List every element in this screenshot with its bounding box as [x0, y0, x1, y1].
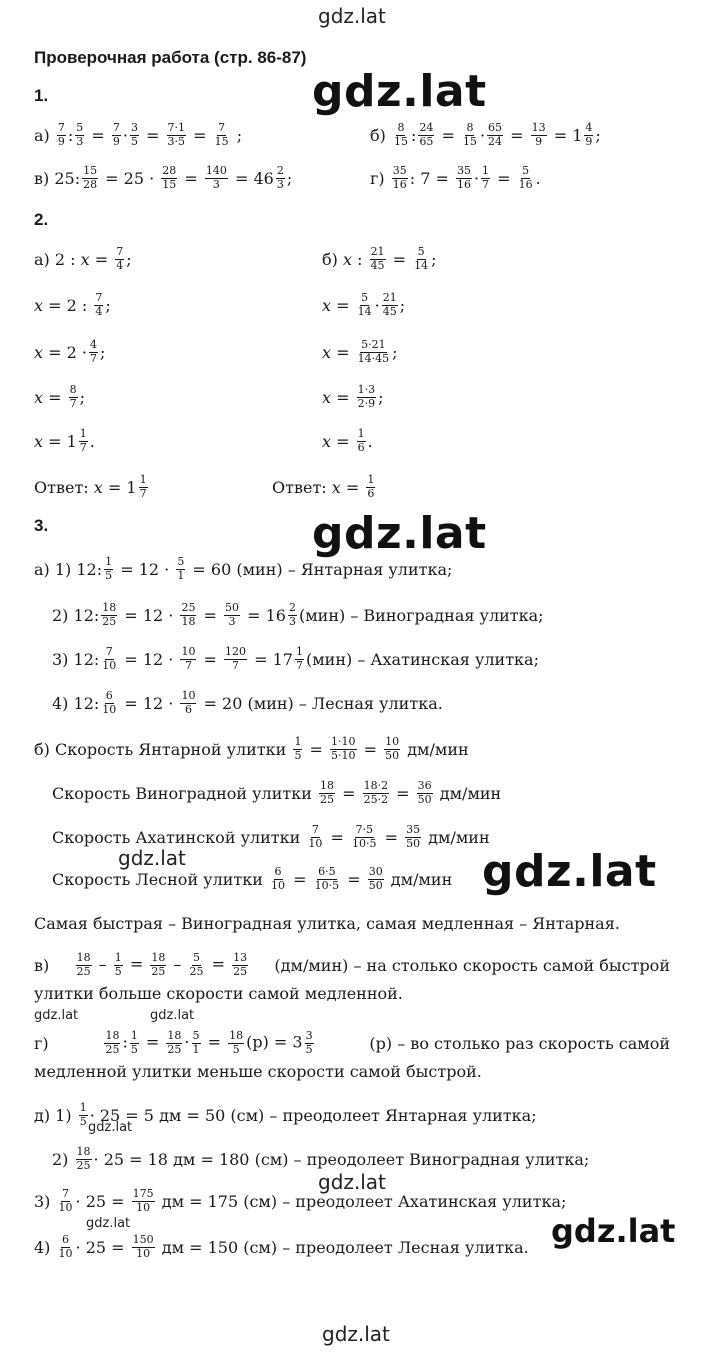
page-title: Проверочная работа (стр. 86-87): [34, 48, 307, 67]
task-3b-4: Скорость Лесной улитки 6 10 = 6·5 10·5 = 30 50 дм/мин: [52, 865, 453, 892]
task-2b-line2: x = 5 14 · 21 45 ;: [322, 291, 406, 318]
task-2a-answer: Ответ: x = 1 1 7: [34, 473, 147, 500]
watermark-small: gdz.lat: [118, 846, 186, 870]
task-1v: в) 25: 15 28 = 25 · 28 15 = 140 3 = 46 2 3 ;: [34, 164, 293, 191]
task-1b: б) 8 15 : 24 65 = 8 15 · 65 24 = 13 9 = 1 4 9 ;: [370, 121, 601, 148]
task-2b-line4: x = 1·3 2·9 ;: [322, 383, 384, 410]
watermark-small: gdz.lat: [318, 1170, 386, 1194]
task-3v-line2: улитки больше скорости самой медленной.: [34, 984, 403, 1003]
watermark-bottom: gdz.lat: [322, 1322, 390, 1346]
task-1g: г) 35 16 : 7 = 35 16 · 1 7 = 5 16 .: [370, 164, 541, 191]
watermark-tiny: gdz.lat: [86, 1216, 131, 1231]
watermark-tiny: gdz.lat: [88, 1120, 133, 1135]
task-3g-line1: г) $\frac{18}{25}$ : $\frac{1}{5}$ = $\frac{18}{25}$ · $\frac{5}{1}$ = $\frac{18}{5}$ (р) = 3 $\frac{3}{5}$ (р) – во столько раз скорость самой: [34, 1029, 670, 1056]
task-2a-line5: x = 1 1 7 .: [34, 427, 95, 454]
watermark-large: gdz.lat: [312, 508, 487, 559]
task-3b-2: Скорость Виноградной улитки 18 25 = 18·2 25·2 = 36 50 дм/мин: [52, 779, 502, 806]
task-2b-answer: Ответ: x = 1 6: [272, 473, 375, 500]
watermark-large: gdz.lat: [482, 846, 657, 897]
watermark-top: gdz.lat: [318, 4, 386, 28]
watermark-medium: gdz.lat: [551, 1212, 676, 1250]
watermark-large: gdz.lat: [312, 66, 487, 117]
task-3a-1: а) 1) 12: 1 5 = 12 · $\frac{5}{1}$ = 60 (мин) – Янтарная улитка;: [34, 555, 453, 582]
task-2b-line1: б) x : 21 45 = 5 14 ;: [322, 245, 437, 272]
task-3d-1: д) 1) 1 5 · 25 = 5 дм = 50 (см) – преодолеет Янтарная улитка;: [34, 1101, 537, 1128]
section-number: 3.: [34, 516, 49, 535]
task-3b-3: Скорость Ахатинской улитки 7 10 = 7·5 10·5 = 35 50 дм/мин: [52, 823, 490, 850]
task-3g-line2: медленной улитки меньше скорости самой быстрой.: [34, 1062, 482, 1081]
task-2a-line2: x = 2 : 7 4 ;: [34, 291, 111, 318]
task-3b-1: б) Скорость Янтарной улитки 1 5 = 1·10 5·10 = 10 50 дм/мин: [34, 735, 469, 762]
task-3a-4: 4) 12: 6 10 = 12 · $\frac{10}{6}$ = 20 (мин) – Лесная улитка.: [52, 689, 443, 716]
task-2b-line5: x = 1 6 .: [322, 427, 373, 454]
task-2a-line1: а) 2 : x = 7 4 ;: [34, 245, 132, 272]
section-number: 2.: [34, 210, 49, 229]
task-3d-3: 3) 7 10 · 25 = 175 10 дм = 175 (см) – преодолеет Ахатинская улитка;: [34, 1187, 567, 1214]
task-2a-line4: x = 8 7 ;: [34, 383, 85, 410]
task-2a-line3: x = 2 · 4 7 ;: [34, 338, 106, 365]
task-3a-2: 2) 12: 18 25 = 12 · 25 18 = 50 3 = 16 2 3 (мин) – Виноградная улитка;: [52, 601, 544, 628]
task-1a: а) 7 9 : 5 3 = 7 9 · 3 5 = 7·1 3·5 = 7 15 ;: [34, 121, 243, 148]
task-3v-line1: в) $\frac{18}{25}$ – $\frac{1}{5}$ = $\frac{18}{25}$ – $\frac{5}{25}$ = $\frac{13}{25}$ (дм/мин) – на столько скорость самой быстрой: [34, 951, 670, 978]
task-2b-line3: x = 5·21 14·45 ;: [322, 338, 398, 365]
watermark-tiny: gdz.lat: [34, 1008, 79, 1023]
task-3d-4: 4) 6 10 · 25 = 150 10 дм = 150 (см) – преодолеет Лесная улитка.: [34, 1233, 529, 1260]
task-3-conclusion: Самая быстрая – Виноградная улитка, самая медленная – Янтарная.: [34, 914, 620, 933]
task-3d-2: 2) 18 25 · 25 = 18 дм = 180 (см) – преодолеет Виноградная улитка;: [52, 1145, 590, 1172]
watermark-tiny: gdz.lat: [150, 1008, 195, 1023]
task-3a-3: 3) 12: 7 10 = 12 · 10 7 = 120 7 = 17 1 7 (мин) – Ахатинская улитка;: [52, 645, 539, 672]
section-number: 1.: [34, 86, 49, 105]
